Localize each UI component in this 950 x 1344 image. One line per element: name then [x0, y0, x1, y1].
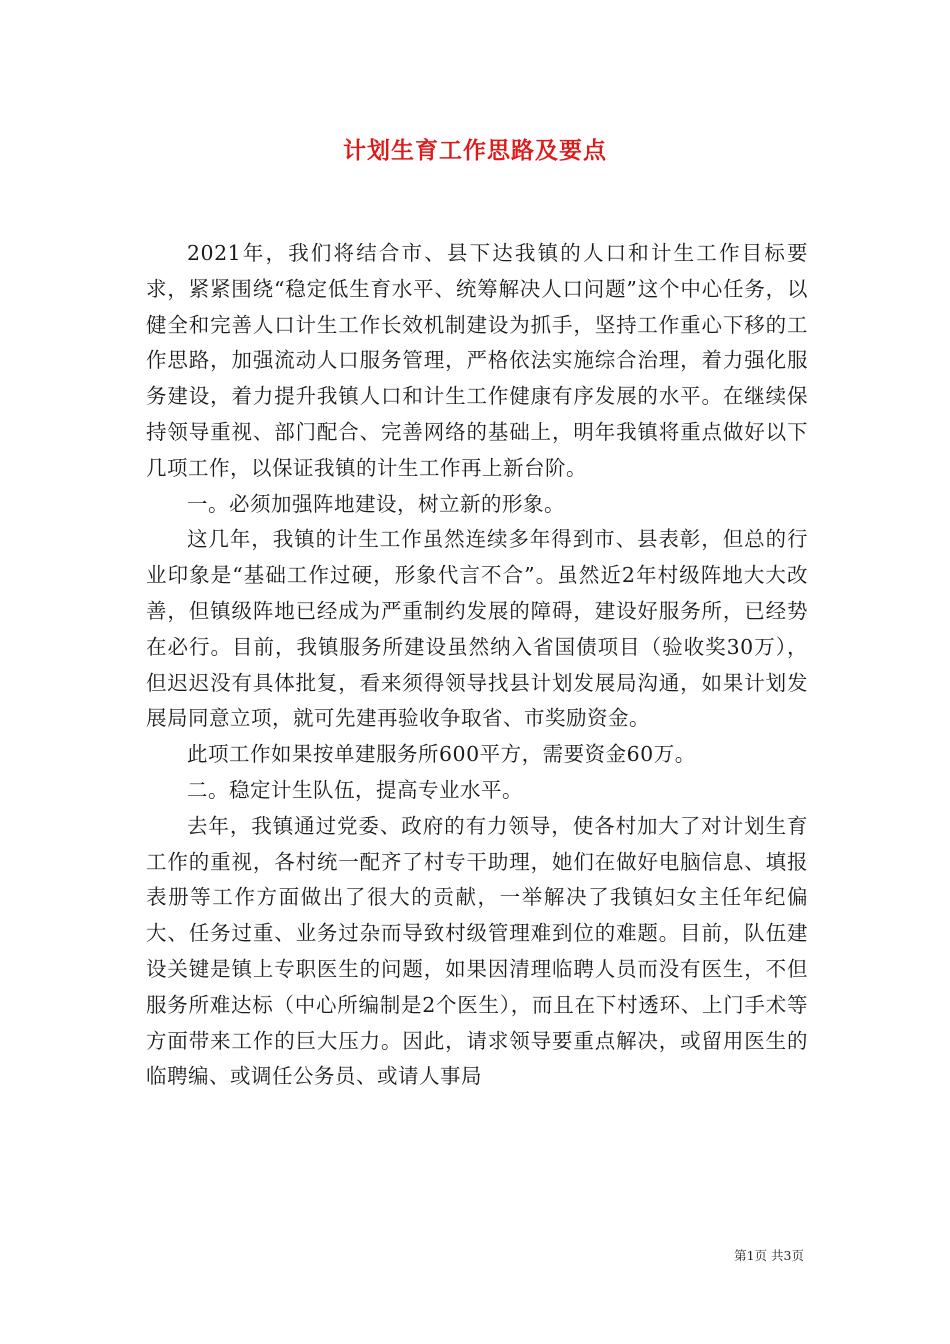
document-body — [146, 236, 808, 1095]
section-heading-1: 一。必须加强阵地建设，树立新的形象。 — [187, 491, 565, 516]
paragraph-funding: 此项工作如果按单建服务所600平方，需要资金60万。 — [187, 742, 696, 767]
page-number: 第1页 共3页 — [734, 1248, 804, 1263]
section-heading-2: 二。稳定计生队伍，提高专业水平。 — [187, 777, 523, 802]
paragraph-intro: 2021年，我们将结合市、县下达我镇的人口和计生工作目标要求，紧紧围绕“稳定低生育水平、统筹解决人口问题”这个中心任务，以健全和完善人口计生工作长效机制建设为抓手，坚持工作重心下移的工作思路，加强流动人口服务管理，严格依法实施综合治理，着力强化服务建设，着力提升我镇人口和计生工作健康有序发展的水平。在继续保持领导重视、部门配合、完善网络的基础上，明年我镇将重点做好以下几项工作，以保证我镇的计生工作再上新台阶。 — [146, 241, 808, 480]
paragraph-section-2: 去年，我镇通过党委、政府的有力领导，使各村加大了对计划生育工作的重视，各村统一配齐了村专干助理，她们在做好电脑信息、填报表册等工作方面做出了很大的贡献，一举解决了我镇妇女主任年纪偏大、任务过重、业务过杂而导致村级管理难到位的难题。目前，队伍建设关键是镇上专职医生的问题，如果因清理临聘人员而没有医生，不但服务所难达标（中心所编制是2个医生），而且在下村透环、上门手术等方面带来工作的巨大压力。因此，请求领导要重点解决，或留用医生的临聘编、或调任公务员、或请人事局 — [146, 813, 808, 1089]
page-title: 计划生育工作思路及要点 — [343, 137, 607, 164]
paragraph-section-1: 这几年，我镇的计生工作虽然连续多年得到市、县表彰，但总的行业印象是“基础工作过硬，形象代言不合”。虽然近2年村级阵地大大改善，但镇级阵地已经成为严重制约发展的障碍，建设好服务所，已经势在必行。目前，我镇服务所建设虽然纳入省国债项目（验收奖30万），但迟迟没有具体批复，看来须得领导找县计划发展局沟通，如果计划发展局同意立项，就可先建再验收争取省、市奖励资金。 — [146, 527, 808, 731]
